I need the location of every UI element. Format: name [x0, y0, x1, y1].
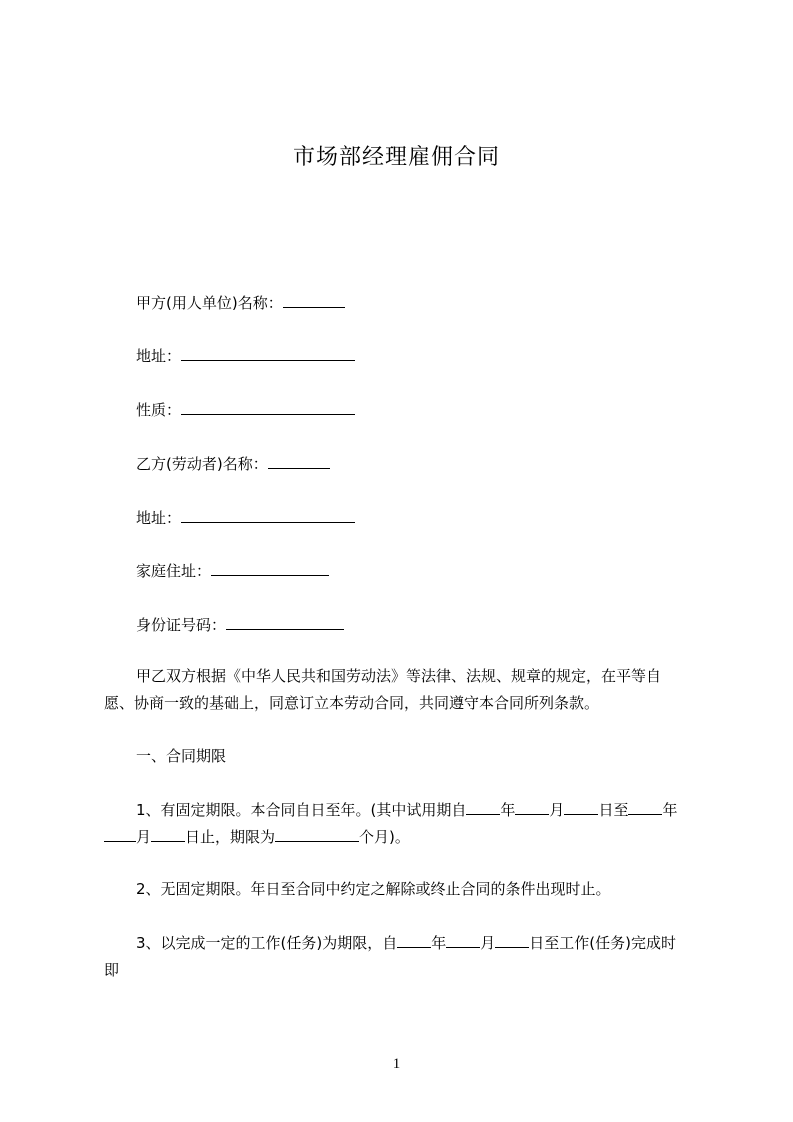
clause-3-line-1	[104, 932, 734, 953]
party-a-address-label: 地址：	[136, 347, 182, 365]
page-number: 1	[392, 1056, 401, 1072]
blank	[628, 800, 662, 815]
year-label: 年	[431, 934, 447, 952]
year-label: 年	[662, 801, 678, 819]
clause-1-line-1	[104, 799, 734, 820]
months-close-label: 个月)。	[359, 828, 410, 846]
home-address-blank	[211, 561, 329, 576]
blank	[275, 827, 359, 842]
party-a-address-blank	[181, 346, 355, 361]
party-a-nature-label: 性质：	[136, 401, 182, 419]
party-b-name-field	[104, 453, 734, 474]
party-a-name-blank	[283, 293, 345, 308]
clause-2: 2、无固定期限。年日至合同中约定之解除或终止合同的条件出现时止。	[136, 880, 611, 898]
clause-1-line-2	[104, 826, 702, 847]
year-label: 年	[500, 801, 516, 819]
clause-3-line-2: 即	[104, 961, 120, 979]
clause-3-text: 3、以完成一定的工作(任务)为期限，自	[136, 934, 398, 952]
section-heading: 一、合同期限	[136, 747, 227, 765]
party-a-name-label: 甲方(用人单位)名称：	[136, 294, 283, 312]
day-end-label: 日止，期限为	[185, 828, 276, 846]
home-address-field	[104, 560, 734, 581]
party-a-address-field	[104, 345, 734, 366]
party-b-name-label: 乙方(劳动者)名称：	[136, 455, 268, 473]
month-label: 月	[480, 934, 496, 952]
party-b-address-label: 地址：	[136, 509, 182, 527]
document-title: 市场部经理雇佣合同	[292, 145, 500, 170]
id-number-field	[104, 614, 734, 635]
month-label: 月	[549, 801, 565, 819]
party-a-nature-blank	[181, 400, 355, 415]
blank	[466, 800, 500, 815]
blank	[104, 827, 136, 842]
id-number-blank	[226, 615, 344, 630]
home-address-label: 家庭住址：	[136, 562, 212, 580]
blank	[397, 933, 431, 948]
month-label: 月	[136, 828, 152, 846]
party-a-name-field	[104, 292, 734, 313]
party-a-nature-field	[104, 399, 734, 420]
clause-3-text-end: 日至工作(任务)完成时	[529, 934, 676, 952]
id-number-label: 身份证号码：	[136, 616, 227, 634]
day-to-label: 日至	[598, 801, 629, 819]
blank	[564, 800, 598, 815]
party-b-name-blank	[268, 454, 330, 469]
blank	[495, 933, 529, 948]
blank	[446, 933, 480, 948]
clause-1-text: 1、有固定期限。本合同自日至年。(其中试用期自	[136, 801, 467, 819]
party-b-address-field	[104, 507, 734, 528]
intro-line-2: 愿、协商一致的基础上，同意订立本劳动合同，共同遵守本合同所列条款。	[104, 694, 600, 712]
blank	[515, 800, 549, 815]
intro-line-1: 甲乙双方根据《中华人民共和国劳动法》等法律、法规、规章的规定，在平等自	[136, 667, 662, 685]
blank	[151, 827, 185, 842]
party-b-address-blank	[181, 508, 355, 523]
